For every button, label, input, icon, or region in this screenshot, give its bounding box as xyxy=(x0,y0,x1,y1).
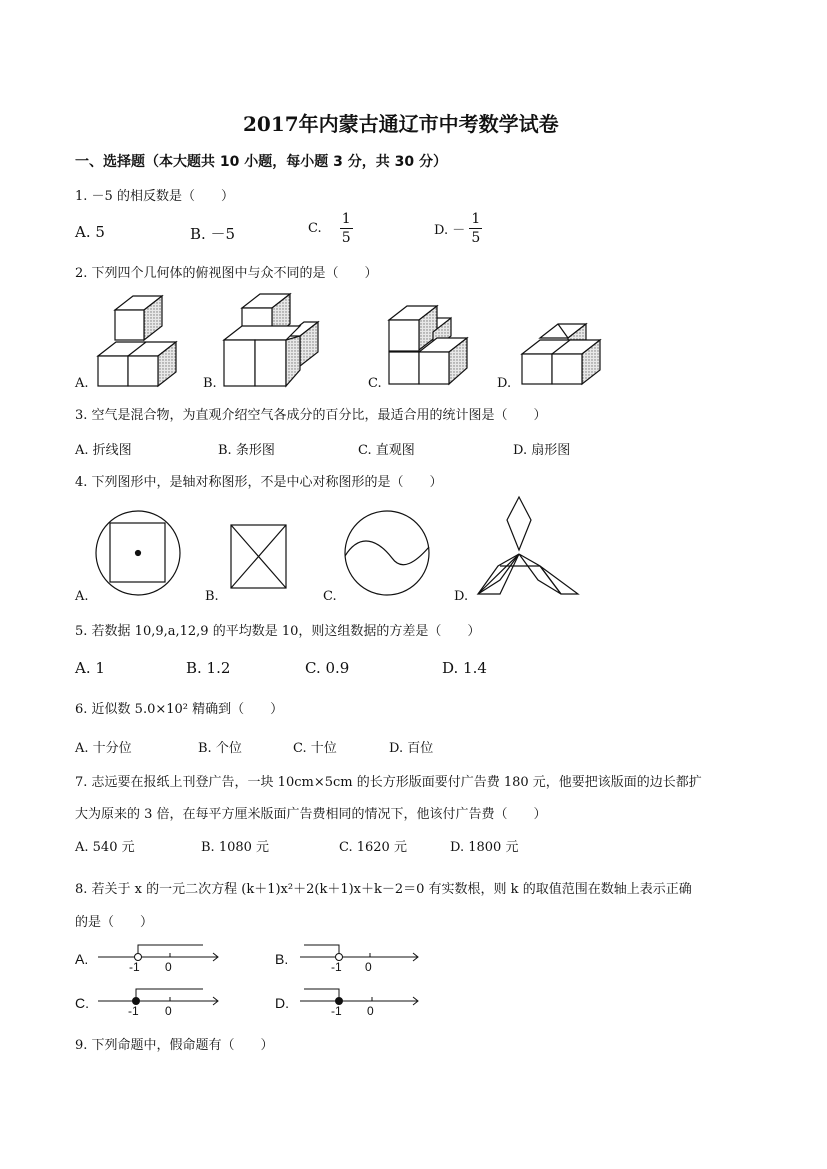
question-5-option-d: D. 1.4 xyxy=(442,659,487,677)
figure-d-three-rhombuses xyxy=(478,497,578,594)
fraction-neg-one-fifth xyxy=(469,210,482,247)
question-4-stem: 4. 下列图形中，是轴对称图形，不是中心对称图形的是（ ） xyxy=(75,475,443,490)
solid-b-figure xyxy=(224,294,318,386)
question-8-line-2: 的是（ ） xyxy=(75,915,154,930)
question-5-option-a: A. 1 xyxy=(75,659,105,677)
question-2-stem: 2. 下列四个几何体的俯视图中与众不同的是（ ） xyxy=(75,266,378,281)
question-1-option-c xyxy=(308,210,353,247)
question-6-stem: 6. 近似数 5.0×10² 精确到（ ） xyxy=(75,702,284,717)
fraction-numerator: 1 xyxy=(471,211,481,227)
q8-a-tick-zero: 0 xyxy=(165,960,172,974)
fraction-denominator: 5 xyxy=(341,230,351,246)
question-6-option-a: A. 十分位 xyxy=(75,741,132,756)
solid-c-figure xyxy=(389,306,467,384)
q2-label-c: C. xyxy=(368,376,382,391)
q8-label-b: B. xyxy=(275,951,289,967)
question-1-option-b: B. －5 xyxy=(190,225,236,243)
figure-a-circle-square xyxy=(96,511,180,595)
question-5-option-c: C. 0.9 xyxy=(305,659,350,677)
question-1-option-d xyxy=(434,210,482,247)
solid-a-figure xyxy=(98,296,176,386)
question-1-stem: 1. －5 的相反数是（ ） xyxy=(75,189,234,204)
q8-label-d: D. xyxy=(275,995,289,1011)
question-7-option-b: B. 1080 元 xyxy=(201,840,270,855)
question-8-line-1: 8. 若关于 x 的一元二次方程 (k＋1)x²＋2(k＋1)x＋k－2＝0 有实数根，则 k 的取值范围在数轴上表示正确 xyxy=(75,882,692,897)
q8-b-tick-neg: -1 xyxy=(331,960,342,974)
question-6-option-c: C. 十位 xyxy=(293,741,337,756)
q4-label-a: A. xyxy=(75,589,89,604)
page-title: 2017年内蒙古通辽市中考数学试卷 xyxy=(243,112,559,136)
fraction-denominator: 5 xyxy=(471,230,481,246)
fraction-one-fifth xyxy=(340,210,353,247)
question-3-stem: 3. 空气是混合物，为直观介绍空气各成分的百分比，最适合用的统计图是（ ） xyxy=(75,408,547,423)
q8-b-tick-zero: 0 xyxy=(365,960,372,974)
q8-a-tick-neg: -1 xyxy=(129,960,140,974)
solid-d-figure xyxy=(522,324,600,384)
question-3-option-b: B. 条形图 xyxy=(218,443,275,458)
number-line-d xyxy=(300,989,418,1005)
question-9-stem: 9. 下列命题中，假命题有（ ） xyxy=(75,1038,274,1053)
q8-label-a: A. xyxy=(75,951,89,967)
question-7-option-a: A. 540 元 xyxy=(75,840,135,855)
question-5-stem: 5. 若数据 10,9,a,12,9 的平均数是 10，则这组数据的方差是（ ） xyxy=(75,624,481,639)
question-3-option-c: C. 直观图 xyxy=(358,443,415,458)
question-7-option-d: D. 1800 元 xyxy=(450,840,519,855)
q2-figures xyxy=(0,290,827,420)
q8-d-tick-zero: 0 xyxy=(367,1004,374,1018)
question-5-option-b: B. 1.2 xyxy=(186,659,231,677)
q4-label-c: C. xyxy=(323,589,337,604)
fraction-numerator: 1 xyxy=(341,211,351,227)
figure-c-yin-yang-circle xyxy=(345,511,429,595)
question-3-option-d: D. 扇形图 xyxy=(513,443,571,458)
q2-label-b: B. xyxy=(203,376,217,391)
q8-c-tick-zero: 0 xyxy=(165,1004,172,1018)
q2-label-a: A. xyxy=(75,376,89,391)
question-7-line-1: 7. 志远要在报纸上刊登广告，一块 10cm×5cm 的长方形版面要付广告费 180 元，他要把该版面的边长都扩 xyxy=(75,775,702,790)
figure-b-rectangle-x xyxy=(231,525,286,588)
q4-label-d: D. xyxy=(454,589,469,604)
q8-label-c: C. xyxy=(75,995,89,1011)
q2-label-d: D. xyxy=(497,376,512,391)
q8-d-tick-neg: -1 xyxy=(331,1004,342,1018)
question-7-line-2: 大为原来的 3 倍，在每平方厘米版面广告费相同的情况下，他该付广告费（ ） xyxy=(75,807,547,822)
q4-label-b: B. xyxy=(205,589,219,604)
option-c-label: C. xyxy=(308,221,322,236)
question-6-option-d: D. 百位 xyxy=(389,741,434,756)
section-heading: 一、选择题（本大题共 10 小题，每小题 3 分，共 30 分） xyxy=(75,154,447,170)
question-6-option-b: B. 个位 xyxy=(198,741,242,756)
q8-c-tick-neg: -1 xyxy=(128,1004,139,1018)
number-line-b xyxy=(300,945,418,961)
q8-number-lines xyxy=(0,935,827,1035)
number-line-c xyxy=(98,989,218,1005)
question-3-option-a: A. 折线图 xyxy=(75,443,132,458)
number-line-a xyxy=(98,945,218,961)
question-1-option-a: A. 5 xyxy=(75,223,105,241)
q4-figures xyxy=(0,492,827,602)
option-d-label: D. － xyxy=(434,223,466,238)
question-7-option-c: C. 1620 元 xyxy=(339,840,407,855)
